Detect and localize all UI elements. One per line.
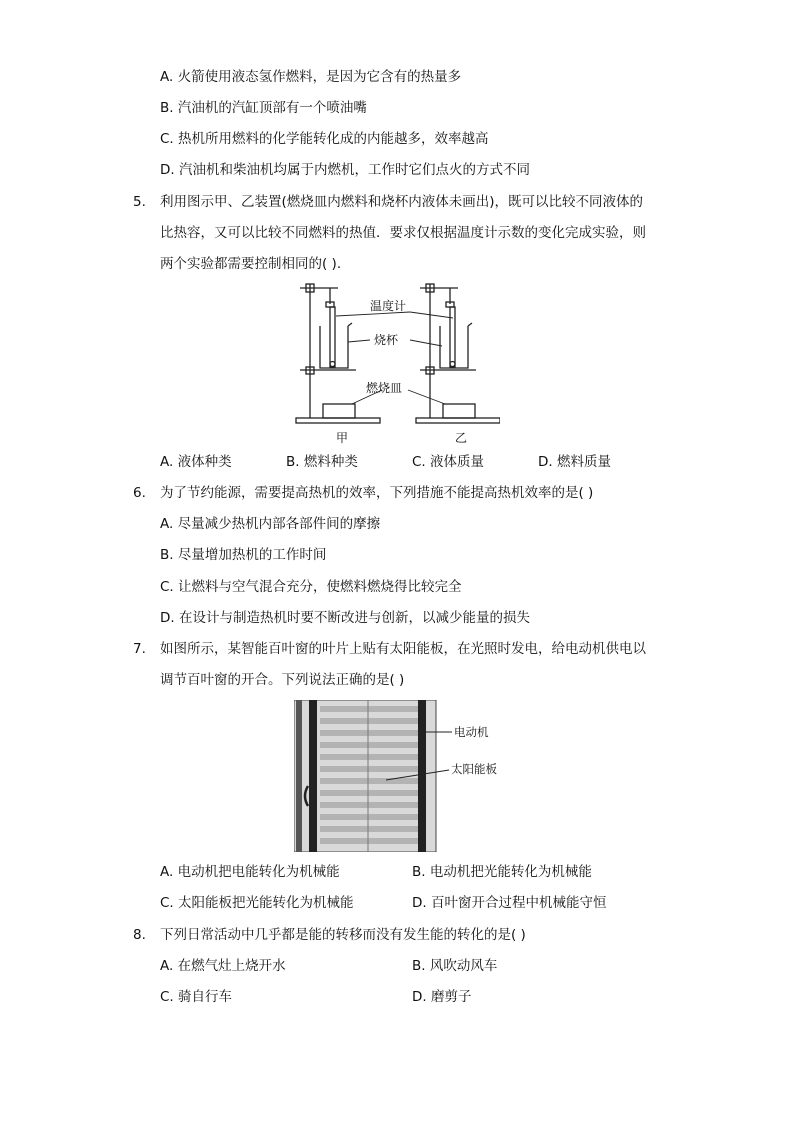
q8-option-d: D. 磨剪子: [412, 989, 472, 1005]
q5-option-b: B. 燃料种类: [286, 454, 358, 470]
label-thermometer: 温度计: [370, 299, 407, 313]
q5-stem-line-2: 比热容，又可以比较不同燃料的热值．要求仅根据温度计示数的变化完成实验，则: [160, 225, 646, 241]
q7-option-a: A. 电动机把电能转化为机械能: [160, 864, 340, 880]
q6-option-b: B. 尽量增加热机的工作时间: [160, 547, 327, 563]
q7-option-c: C. 太阳能板把光能转化为机械能: [160, 895, 354, 911]
q5-apparatus-figure: [290, 278, 500, 448]
q8-option-a: A. 在燃气灶上烧开水: [160, 958, 286, 974]
q6-option-d: D. 在设计与制造热机时要不断改进与创新，以减少能量的损失: [160, 610, 530, 626]
q4-option-c: C. 热机所用燃料的化学能转化成的内能越多，效率越高: [160, 131, 489, 147]
label-solar-panel: 太阳能板: [451, 762, 497, 776]
q8-number: 8.: [133, 927, 146, 943]
label-beaker: 烧杯: [374, 333, 399, 347]
label-burner-dish: 燃烧皿: [366, 381, 403, 395]
q5-option-c: C. 液体质量: [412, 454, 485, 470]
q7-blinds-figure: [294, 700, 514, 852]
q6-option-a: A. 尽量减少热机内部各部件间的摩擦: [160, 516, 381, 532]
q7-stem-line-1: 如图所示，某智能百叶窗的叶片上贴有太阳能板，在光照时发电，给电动机供电以: [160, 641, 646, 657]
q5-option-d: D. 燃料质量: [538, 454, 611, 470]
q7-option-d: D. 百叶窗开合过程中机械能守恒: [412, 895, 607, 911]
q4-option-a: A. 火箭使用液态氢作燃料，是因为它含有的热量多: [160, 69, 462, 85]
q8-option-b: B. 风吹动风车: [412, 958, 498, 974]
q7-option-b: B. 电动机把光能转化为机械能: [412, 864, 592, 880]
label-jia: 甲: [336, 431, 349, 445]
q4-option-b: B. 汽油机的汽缸顶部有一个喷油嘴: [160, 100, 367, 116]
q6-stem: 为了节约能源，需要提高热机的效率，下列措施不能提高热机效率的是( ): [160, 485, 594, 501]
q7-number: 7.: [133, 641, 146, 657]
q4-option-d: D. 汽油机和柴油机均属于内燃机，工作时它们点火的方式不同: [160, 162, 530, 178]
q5-option-a: A. 液体种类: [160, 454, 232, 470]
q8-option-c: C. 骑自行车: [160, 989, 233, 1005]
label-yi: 乙: [455, 431, 468, 445]
q6-number: 6.: [133, 485, 146, 501]
q5-number: 5.: [133, 194, 146, 210]
label-motor: 电动机: [454, 725, 489, 739]
q5-stem-line-1: 利用图示甲、乙装置(燃烧皿内燃料和烧杯内液体未画出)，既可以比较不同液体的: [160, 194, 644, 210]
q6-option-c: C. 让燃料与空气混合充分，使燃料燃烧得比较完全: [160, 579, 462, 595]
q7-stem-line-2: 调节百叶窗的开合。下列说法正确的是( ): [160, 672, 405, 688]
q5-stem-line-3: 两个实验都需要控制相同的( ).: [160, 256, 342, 272]
q8-stem: 下列日常活动中几乎都是能的转移而没有发生能的转化的是( ): [160, 927, 526, 943]
